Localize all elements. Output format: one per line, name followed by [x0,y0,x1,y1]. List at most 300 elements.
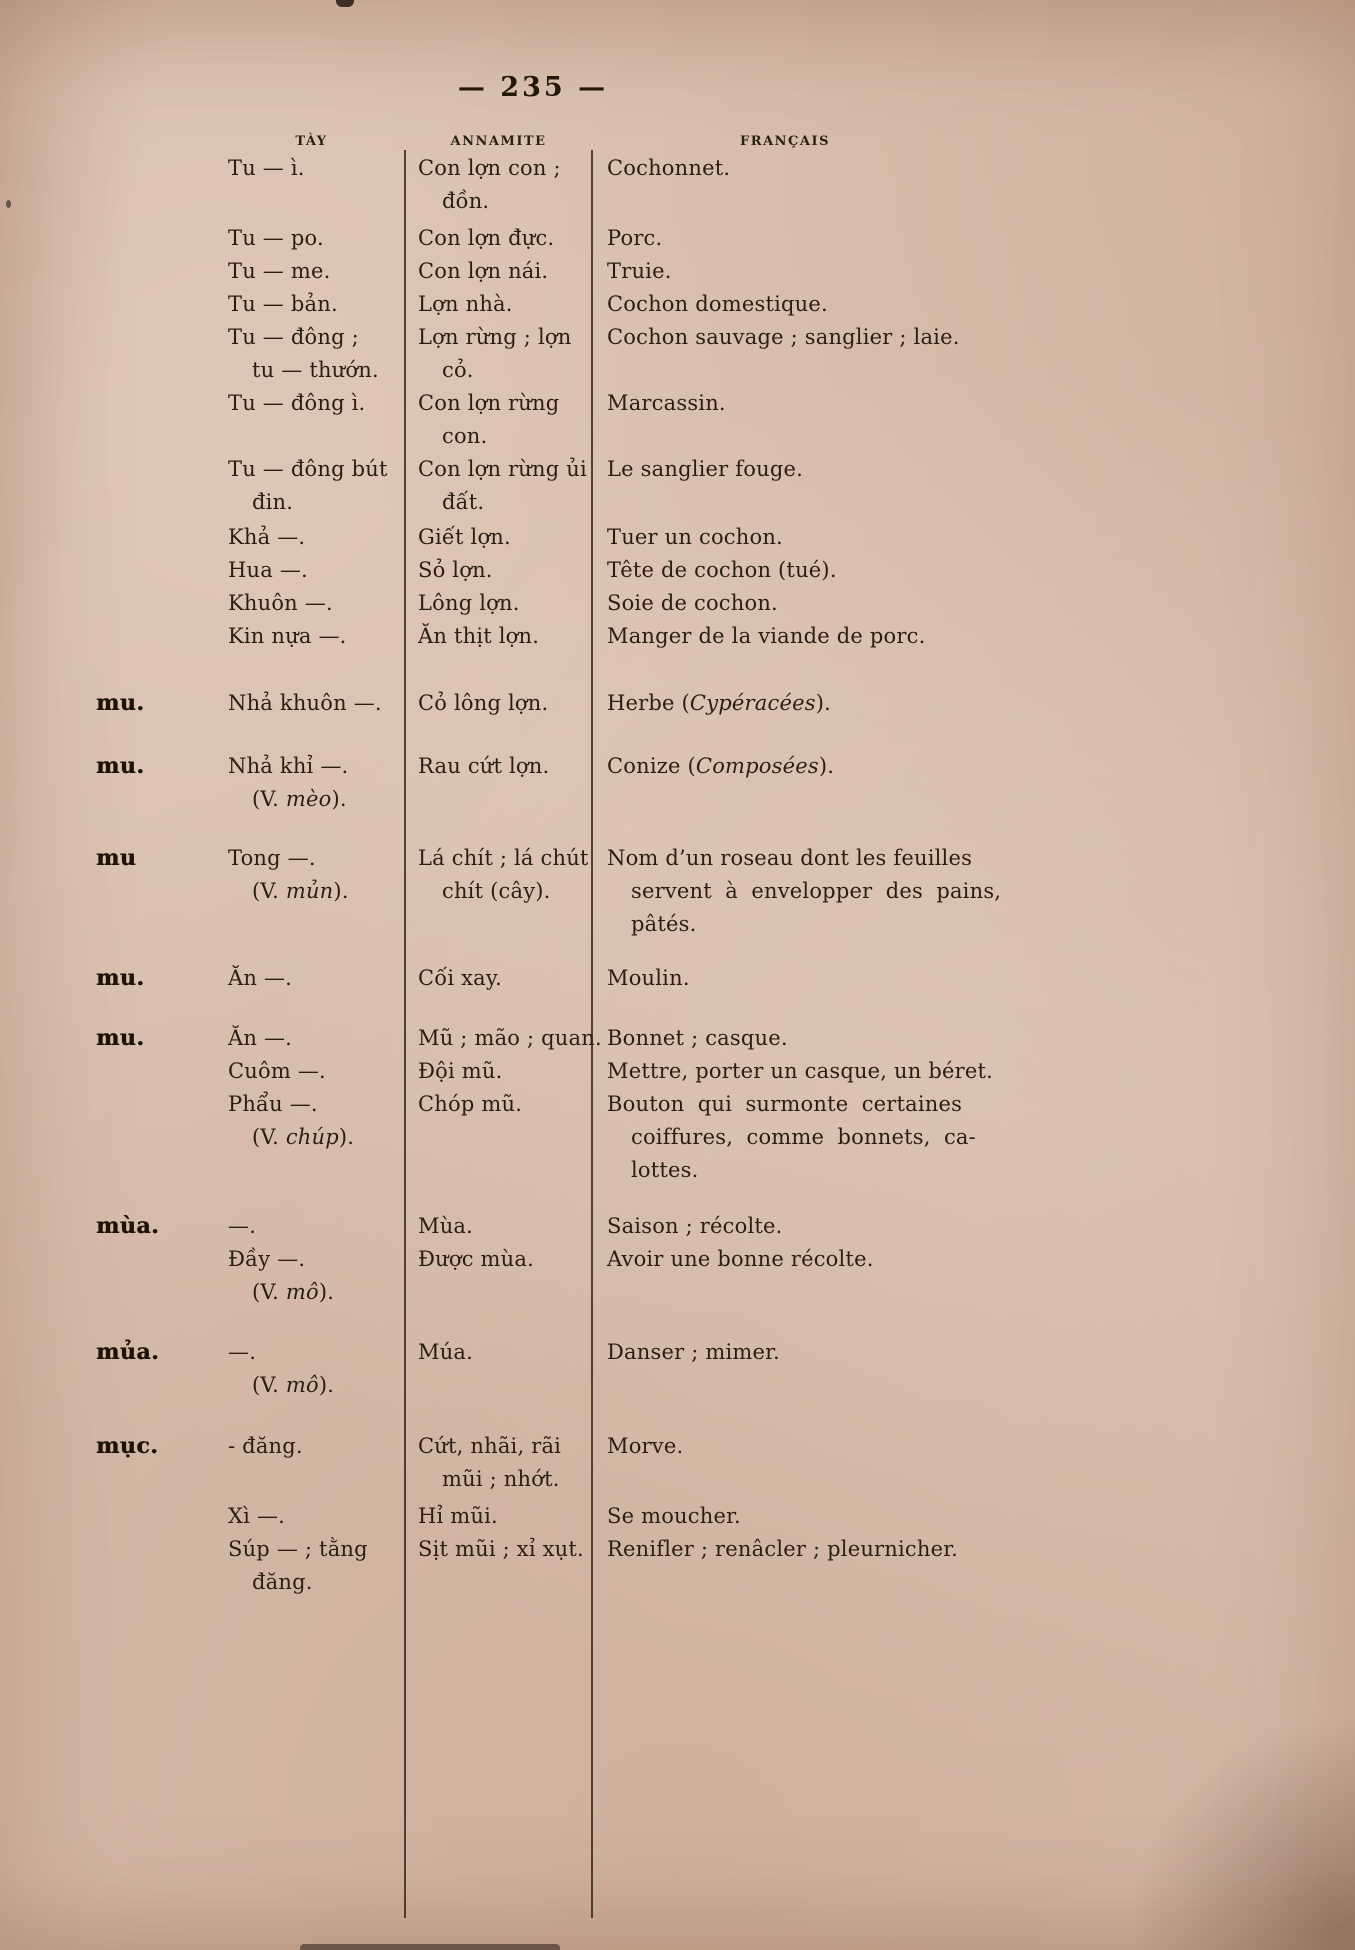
tay-cell [218,1088,405,1187]
plain-text: servent à envelopper des pains, [631,879,1002,903]
text-line [418,962,592,995]
francais-cell [592,1243,978,1309]
text-line [418,1022,602,1055]
plain-text: Xì —. [228,1504,286,1528]
italic-text: mô [285,1280,319,1304]
plain-text: Giết lợn. [418,525,511,549]
text-line [228,1121,405,1154]
text-line [228,1430,405,1463]
plain-text: mu [96,845,137,871]
plain-text: lottes. [631,1158,699,1182]
entry-row [88,1210,978,1243]
plain-text: Bonnet ; casque. [607,1026,788,1050]
text-line [607,1088,978,1121]
plain-text: Phẩu —. [228,1092,318,1116]
tay-cell [218,1055,405,1088]
plain-text: —. [228,1214,257,1238]
headword [88,842,218,941]
text-line [418,687,592,720]
text-line [607,1500,978,1533]
plain-text: Conize ( [607,754,696,778]
annamite-cell [405,1055,592,1088]
text-line [228,453,405,486]
headword [88,587,218,620]
annamite-cell [405,1022,602,1055]
text-line [228,521,405,554]
plain-text: Được mùa. [418,1247,534,1271]
text-line [228,554,405,587]
plain-text: mu. [96,1025,145,1051]
headword [88,1022,218,1055]
text-line [228,1088,405,1121]
plain-text: Renifler ; renâcler ; pleurnicher. [607,1537,959,1561]
text-line [418,554,592,587]
annamite-cell [405,554,592,587]
plain-text: đăng. [252,1570,313,1594]
plain-text: Moulin. [607,966,690,990]
annamite-cell [405,288,592,321]
headword [88,750,218,816]
text-line [228,687,405,720]
plain-text: mu. [96,965,145,991]
text-line [607,750,978,783]
plain-text: Cối xay. [418,966,503,990]
annamite-cell [405,587,592,620]
headword [88,1210,218,1243]
headword [88,288,218,321]
text-line [607,152,978,185]
tay-cell [218,255,405,288]
entry-row [88,620,978,653]
annamite-cell [405,842,592,941]
plain-text: đồn. [442,189,490,213]
headword [88,453,218,519]
annamite-cell [405,387,592,453]
text-line [228,842,405,875]
tay-cell [218,842,405,941]
plain-text: ). [318,1373,335,1397]
text-line [607,1022,978,1055]
entry-row [88,321,978,387]
tay-cell [218,152,405,218]
headword [88,962,218,995]
plain-text: Lông lợn. [418,591,520,615]
plain-text: ). [331,787,347,811]
plain-text: Marcassin. [607,391,726,415]
plain-text: (V. [252,1125,286,1149]
plain-text: Tu — đông ì. [228,391,366,415]
text-line [418,521,592,554]
text-line [607,1210,978,1243]
text-line [607,1154,978,1187]
headword [88,521,218,554]
francais-cell [592,453,978,519]
tay-cell [218,750,405,816]
plain-text: Tu — đông bút [228,457,388,481]
tay-cell [218,962,405,995]
plain-text: Rau cứt lợn. [418,754,550,778]
text-line [228,1022,405,1055]
italic-text: Composées [695,754,819,778]
headword [88,1243,218,1309]
plain-text: Con lợn đực. [418,226,555,250]
text-line [418,750,592,783]
text-line [96,962,218,995]
text-line [228,1500,405,1533]
plain-text: Cochon domestique. [607,292,828,316]
entry-row [88,1088,978,1187]
text-line [418,1088,592,1121]
headword [88,152,218,218]
plain-text: Hỉ mũi. [418,1504,498,1528]
annamite-cell [405,750,592,816]
headword [88,687,218,720]
plain-text: Khả —. [228,525,306,549]
entry-row [88,1336,978,1402]
plain-text: ). [338,1125,355,1149]
plain-text: Sịt mũi ; xỉ xụt. [418,1537,584,1561]
italic-text: mèo [285,787,332,811]
plain-text: mũi ; nhớt. [442,1467,560,1491]
plain-text: Soie de cochon. [607,591,778,615]
text-line [607,321,978,354]
francais-cell [592,1088,978,1187]
tay-cell [218,288,405,321]
annamite-cell [405,521,592,554]
text-line [418,620,592,653]
plain-text: Cứt, nhãi, rãi [418,1434,562,1458]
scan-artifact-left-margin [6,200,11,208]
text-line [418,420,592,453]
text-line [228,354,405,387]
entry-row [88,750,978,816]
entry-row [88,255,978,288]
text-line [228,321,405,354]
headword [88,620,218,653]
text-line [228,1243,405,1276]
plain-text: mu. [96,690,145,716]
francais-cell [592,687,978,720]
annamite-cell [405,1430,592,1496]
plain-text: Lợn nhà. [418,292,513,316]
page-number: — 235 — [457,72,609,103]
annamite-cell [405,255,592,288]
text-line [607,908,978,941]
francais-cell [592,962,978,995]
text-line [228,1566,405,1599]
entry-row [88,453,978,519]
text-line [418,354,592,387]
plain-text: Con lợn rừng ủi [418,457,587,481]
headword [88,1088,218,1187]
tay-cell [218,1533,405,1599]
plain-text: Danser ; mimer. [607,1340,780,1364]
tay-cell [218,687,405,720]
francais-cell [592,842,1002,941]
plain-text: (V. [252,1280,286,1304]
plain-text: ). [318,1280,335,1304]
annamite-cell [405,1243,592,1309]
francais-cell [592,750,978,816]
francais-cell [592,1336,978,1402]
headword [88,255,218,288]
text-line [228,288,405,321]
plain-text: cỏ. [442,358,474,382]
plain-text: tu — thướn. [252,358,379,382]
text-line [418,1430,592,1463]
text-line [607,1430,978,1463]
plain-text: Con lợn nái. [418,259,549,283]
entry-row [88,1430,978,1496]
francais-cell [592,1533,978,1599]
plain-text: chít (cây). [442,879,551,903]
column-header-annamite: ANNAMITE [450,134,547,149]
text-line [607,255,978,288]
entry-row [88,587,978,620]
plain-text: Se moucher. [607,1504,741,1528]
text-line [418,321,592,354]
plain-text: Lợn rừng ; lợn [418,325,572,349]
text-line [418,1055,592,1088]
text-line [228,1533,405,1566]
annamite-cell [405,620,592,653]
entry-row [88,962,978,995]
text-line [96,1210,218,1243]
francais-cell [592,387,978,453]
plain-text: ). [333,879,349,903]
entry-row [88,842,1002,941]
column-header-tay: TÀY [295,134,328,149]
plain-text: - đăng. [228,1434,303,1458]
entry-row [88,387,978,453]
entry-row [88,288,978,321]
plain-text: Đầy —. [228,1247,306,1271]
text-line [607,1243,978,1276]
plain-text: Nhả khỉ —. [228,754,349,778]
plain-text: con. [442,424,488,448]
plain-text: Tu — me. [228,259,331,283]
text-line [418,453,592,486]
francais-cell [592,152,978,218]
plain-text: Bouton qui surmonte certaines [607,1092,963,1116]
plain-text: Kin nựa —. [228,624,347,648]
tay-cell [218,554,405,587]
francais-cell [592,1500,978,1533]
text-line [96,1336,218,1369]
annamite-cell [405,687,592,720]
text-line [607,1055,994,1088]
plain-text: Sỏ lợn. [418,558,493,582]
headword [88,554,218,587]
text-line [607,875,1002,908]
francais-cell [592,1022,978,1055]
headword [88,222,218,255]
francais-cell [592,587,978,620]
francais-cell [592,255,978,288]
text-line [418,255,592,288]
entry-row [88,152,978,218]
plain-text: Khuôn —. [228,591,333,615]
plain-text: Múa. [418,1340,474,1364]
tay-cell [218,222,405,255]
text-line [418,152,592,185]
text-line [607,620,978,653]
text-line [228,750,405,783]
plain-text: mủa. [96,1339,160,1365]
francais-cell [592,620,978,653]
plain-text: Le sanglier fouge. [607,457,803,481]
plain-text: Morve. [607,1434,684,1458]
text-line [96,1022,218,1055]
plain-text: Ăn thịt lợn. [418,624,540,648]
plain-text: Hua —. [228,558,308,582]
text-line [607,687,978,720]
plain-text: coiffures, comme bonnets, ca- [631,1125,976,1149]
text-line [418,1336,592,1369]
tay-cell [218,1430,405,1496]
text-line [607,1336,978,1369]
text-line [607,587,978,620]
text-line [607,222,978,255]
annamite-cell [405,152,592,218]
annamite-cell [405,962,592,995]
text-line [228,1210,405,1243]
text-line [418,288,592,321]
plain-text: Cuôm —. [228,1059,326,1083]
plain-text: mu. [96,753,145,779]
plain-text: Nom d’un roseau dont les feuilles [607,846,973,870]
text-line [607,554,978,587]
francais-cell [592,521,978,554]
text-line [418,486,592,519]
plain-text: Ăn —. [228,1026,293,1050]
tay-cell [218,587,405,620]
headword [88,387,218,453]
plain-text: (V. [252,879,286,903]
plain-text: Cỏ lông lợn. [418,691,549,715]
text-line [96,687,218,720]
dictionary-rows [88,152,1002,1599]
text-line [96,842,218,875]
italic-text: mủn [285,879,334,903]
plain-text: (V. [252,1373,286,1397]
text-line [228,1336,405,1369]
headword [88,1430,218,1496]
headword [88,1055,218,1088]
plain-text: Porc. [607,226,663,250]
text-line [607,1533,978,1566]
plain-text: —. [228,1340,257,1364]
plain-text: Lá chít ; lá chút [418,846,589,870]
headword [88,1533,218,1599]
text-line [607,1121,978,1154]
tay-cell [218,1210,405,1243]
text-line [418,1243,592,1276]
francais-cell [592,222,978,255]
annamite-cell [405,321,592,387]
text-line [228,1276,405,1309]
text-line [228,1369,405,1402]
plain-text: (V. [252,787,286,811]
entry-row [88,1022,978,1055]
tay-cell [218,1243,405,1309]
text-line [418,185,592,218]
plain-text: Cochonnet. [607,156,731,180]
plain-text: Mettre, porter un casque, un béret. [607,1059,994,1083]
annamite-cell [405,1533,592,1599]
text-line [418,1463,592,1496]
text-line [607,387,978,420]
plain-text: Súp — ; tằng [228,1537,368,1561]
tay-cell [218,620,405,653]
column-header-francais: FRANÇAIS [740,134,830,149]
plain-text: Tu — bản. [228,292,338,316]
annamite-cell [405,453,592,519]
text-line [228,587,405,620]
plain-text: Tu — đông ; [228,325,359,349]
tay-cell [218,521,405,554]
text-line [96,750,218,783]
plain-text: Chóp mũ. [418,1092,523,1116]
text-line [228,875,405,908]
text-line [418,387,592,420]
text-line [228,620,405,653]
plain-text: Con lợn con ; [418,156,561,180]
plain-text: mục. [96,1433,159,1459]
annamite-cell [405,1088,592,1187]
francais-cell [592,1210,978,1243]
text-line [418,842,592,875]
text-line [607,521,978,554]
text-line [418,1210,592,1243]
plain-text: Tong —. [228,846,316,870]
text-line [228,222,405,255]
text-line [607,288,978,321]
tay-cell [218,1022,405,1055]
plain-text: Tuer un cochon. [607,525,783,549]
text-line [228,152,405,185]
tay-cell [218,1336,405,1402]
entry-row [88,1500,978,1533]
plain-text: đin. [252,490,294,514]
francais-cell [592,1055,994,1088]
scan-artifact-bottom-edge [300,1944,560,1950]
headword [88,1500,218,1533]
plain-text: Avoir une bonne récolte. [607,1247,874,1271]
italic-text: Cypéracées [689,691,816,715]
text-line [607,842,978,875]
plain-text: Con lợn rừng [418,391,560,415]
entry-row [88,554,978,587]
text-line [418,1533,592,1566]
plain-text: Saison ; récolte. [607,1214,783,1238]
tay-cell [218,1500,405,1533]
text-line [607,453,978,486]
text-line [228,783,405,816]
italic-text: chúp [285,1125,339,1149]
entry-row [88,687,978,720]
plain-text: Truie. [607,259,672,283]
plain-text: pâtés. [631,912,697,936]
plain-text: Mùa. [418,1214,474,1238]
annamite-cell [405,222,592,255]
francais-cell [592,321,978,387]
text-line [96,1430,218,1463]
text-line [418,587,592,620]
text-line [228,255,405,288]
entry-row [88,1243,978,1309]
text-line [228,1055,405,1088]
